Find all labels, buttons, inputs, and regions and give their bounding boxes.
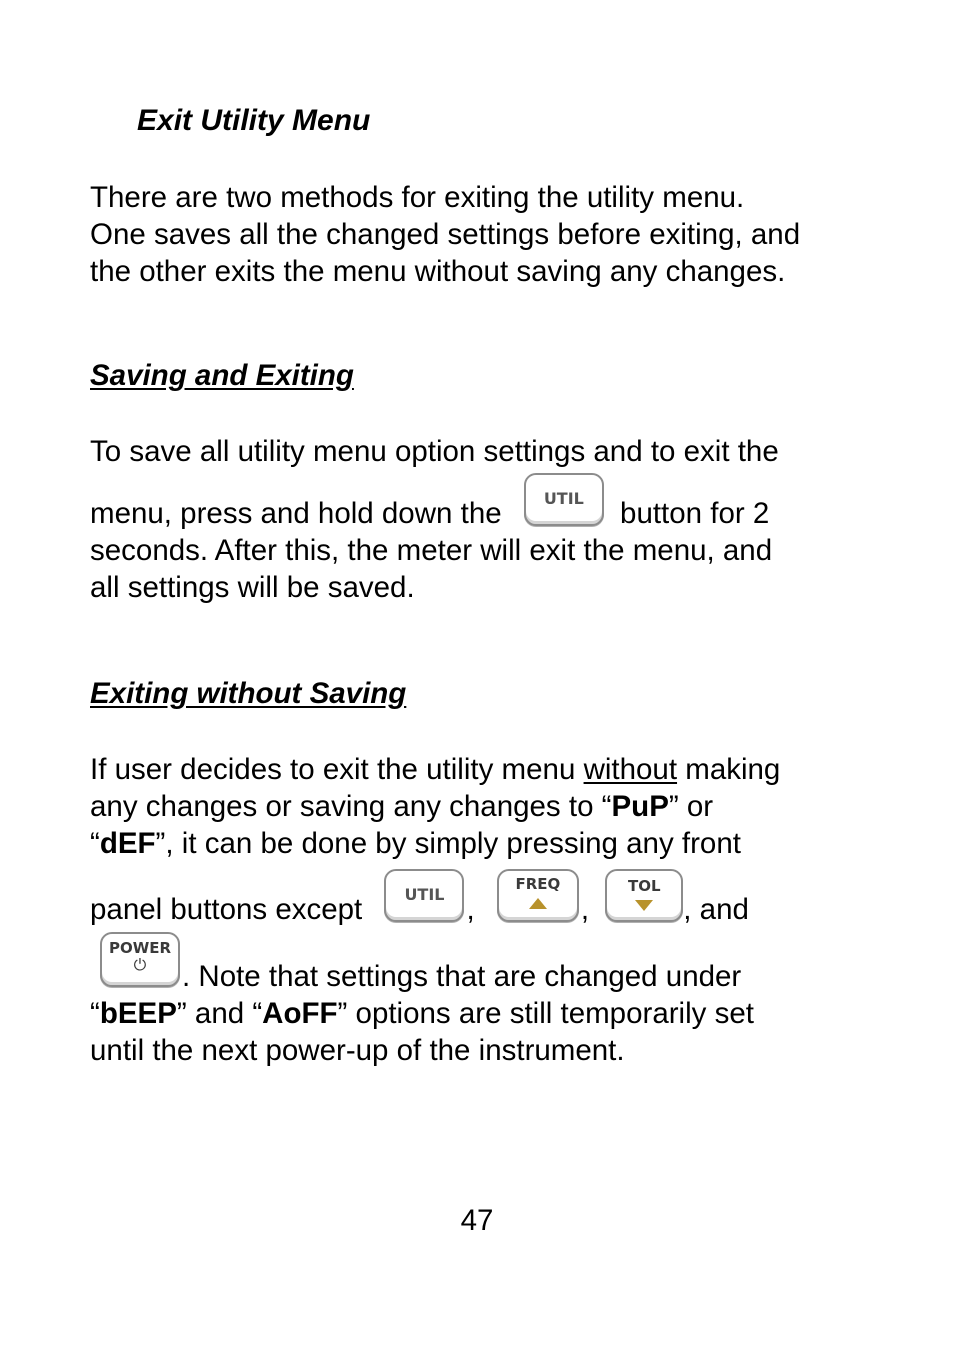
exiting-text: any changes or saving any changes to “: [90, 790, 612, 823]
exiting-paragraph: [90, 751, 880, 1069]
exiting-line: [90, 825, 880, 862]
exiting-line-with-power: [90, 940, 880, 995]
exiting-text: ” or: [668, 790, 714, 823]
separator: ,: [466, 893, 475, 926]
page-title: Exit Utility Menu: [137, 104, 371, 137]
power-symbol-icon: ⏻: [133, 955, 147, 974]
saving-text: button for 2: [620, 497, 770, 530]
tol-button-label: TOL: [628, 877, 661, 895]
exiting-line: [90, 788, 880, 825]
exiting-text: ”, it can be done by simply pressing any front: [155, 827, 741, 860]
page-number: 47: [460, 1204, 494, 1237]
freq-button-label: FREQ: [515, 875, 561, 893]
code-beep: bEEP: [99, 997, 177, 1030]
arrow-up-icon: [529, 898, 547, 909]
freq-up-button-icon: [497, 869, 579, 922]
intro-paragraph: [90, 179, 880, 290]
intro-line: One saves all the changed settings before exiting, and: [90, 218, 801, 251]
saving-text: menu, press and hold down the: [90, 497, 502, 530]
exiting-text: ” options are still temporarily set: [337, 997, 754, 1030]
power-button-label: POWER: [108, 939, 172, 957]
code-aoff: AoFF: [262, 997, 338, 1030]
quote: “: [90, 997, 100, 1030]
util-button-label: UTIL: [404, 885, 445, 904]
intro-line: There are two methods for exiting the utility menu.: [90, 181, 745, 214]
code-pup: PuP: [611, 790, 669, 823]
saving-line: seconds. After this, the meter will exit the menu, and: [90, 534, 773, 567]
saving-line: To save all utility menu option settings and to exit the: [90, 435, 779, 468]
exiting-text: panel buttons except: [90, 893, 363, 926]
arrow-down-icon: [635, 900, 653, 911]
emphasis-without: without: [583, 753, 678, 786]
exiting-text: . Note that settings that are changed under: [182, 960, 742, 993]
saving-line-with-button: [90, 479, 880, 532]
exiting-text: making: [677, 753, 781, 786]
separator: ,: [580, 893, 590, 926]
code-def: dEF: [99, 827, 156, 860]
saving-heading: Saving and Exiting: [90, 359, 354, 392]
exiting-line: [90, 751, 880, 788]
util-button-label: UTIL: [543, 489, 584, 508]
power-button-icon: [100, 932, 180, 987]
saving-line: all settings will be saved.: [90, 571, 415, 604]
util-button-icon: [524, 473, 604, 526]
util-button-icon: [384, 869, 464, 922]
exiting-line: until the next power-up of the instrument.: [90, 1034, 625, 1067]
exiting-line: [90, 995, 880, 1032]
saving-paragraph: [90, 433, 880, 606]
exiting-line-with-buttons: [90, 875, 880, 928]
quote: “: [90, 827, 100, 860]
tol-down-button-icon: [605, 869, 683, 922]
exiting-text: , and: [683, 893, 749, 926]
exiting-text: ” and “: [176, 997, 263, 1030]
intro-line: the other exits the menu without saving any changes.: [90, 255, 786, 288]
exiting-text: If user decides to exit the utility menu: [90, 753, 584, 786]
exiting-heading: Exiting without Saving: [90, 677, 407, 710]
